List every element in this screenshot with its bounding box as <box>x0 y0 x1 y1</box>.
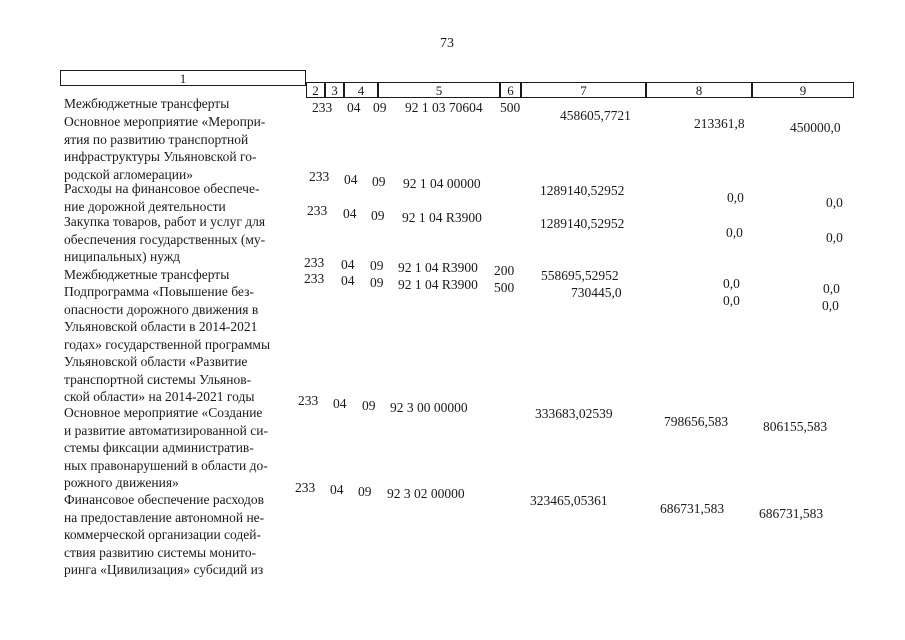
row-3-line-0: Закупка товаров, работ и услуг для <box>64 214 266 229</box>
row-4-c2: 233 <box>304 255 325 270</box>
row-6-c4: 09 <box>362 398 376 413</box>
row-4-c3: 04 <box>341 257 355 272</box>
header-col-5: 5 <box>378 82 500 98</box>
row-7-line-2: коммерческой организации содей- <box>64 527 261 542</box>
row-2-c5: 92 1 04 00000 <box>403 176 481 191</box>
row-7-line-3: ствия развитию системы монито- <box>64 544 257 560</box>
row-7-line-0: Финансовое обеспечение расходов <box>64 492 265 507</box>
row-3-c3: 04 <box>343 206 357 221</box>
header-col-6: 6 <box>500 82 521 98</box>
row-5-line-1: опасности дорожного движения в <box>64 301 259 317</box>
page-number: 73 <box>440 36 454 51</box>
header-col-9: 9 <box>752 82 854 98</box>
row-3-line-2: ниципальных) нужд <box>64 249 181 264</box>
row-1-line-1: ятия по развитию транспортной <box>64 131 249 147</box>
row-3-c9: 0,0 <box>826 230 843 245</box>
row-1-c4: 09 <box>373 100 387 115</box>
row-1-c7: 458605,7721 <box>560 108 631 123</box>
row-3-line-1: обеспечения государственных (му- <box>64 231 266 247</box>
row-2-line-1: ние дорожной деятельности <box>64 198 226 214</box>
row-4-c7: 558695,52952 <box>541 268 619 283</box>
row-7-line-1: на предоставление автономной не- <box>64 509 265 525</box>
row-1-c9: 450000,0 <box>790 120 841 135</box>
header-col-7: 7 <box>521 82 646 98</box>
row-2-c8: 0,0 <box>727 190 744 205</box>
row-6-line-4: рожного движения» <box>64 475 179 490</box>
header-col-8: 8 <box>646 82 752 98</box>
row-4-c6: 200 <box>494 263 515 278</box>
row-4-c8: 0,0 <box>723 276 740 291</box>
row-7-c8: 686731,583 <box>660 501 725 516</box>
row-2-c4: 09 <box>372 174 386 189</box>
row-3-c5: 92 1 04 R3900 <box>402 210 482 225</box>
row-4-c9: 0,0 <box>823 281 840 296</box>
row-5-c9: 0,0 <box>822 298 839 313</box>
row-1-line-0: Основное мероприятие «Меропри- <box>64 114 266 129</box>
row-6-c9: 806155,583 <box>763 419 828 434</box>
row-7-c5: 92 3 02 00000 <box>387 486 465 501</box>
row-6-c5: 92 3 00 00000 <box>390 400 468 415</box>
row-6-c8: 798656,583 <box>664 414 729 429</box>
row-7-c9: 686731,583 <box>759 506 824 521</box>
row-1-c3: 04 <box>347 100 361 115</box>
row-2-c2: 233 <box>309 169 330 184</box>
header-col-4: 4 <box>344 82 378 98</box>
row-5-c4: 09 <box>370 275 384 290</box>
row-7-line-4: ринга «Цивилизация» субсидий из <box>64 562 264 577</box>
row-6-c7: 333683,02539 <box>535 406 613 421</box>
row-1-c6: 500 <box>500 100 521 115</box>
row-1-c5: 92 1 03 70604 <box>405 100 483 115</box>
row-1-line-3: родской агломерации» <box>64 166 193 182</box>
header-col-2: 2 <box>306 82 325 98</box>
row-4-c4: 09 <box>370 258 384 273</box>
row-6-line-3: ных правонарушений в области до- <box>64 457 268 473</box>
row-5-c5: 92 1 04 R3900 <box>398 277 478 292</box>
row-3-c4: 09 <box>371 208 385 223</box>
row-7-c4: 09 <box>358 484 372 499</box>
row-3-c7: 1289140,52952 <box>540 216 625 231</box>
row-7-c7: 323465,05361 <box>530 493 608 508</box>
row-5-line-4: Ульяновской области «Развитие <box>64 354 248 369</box>
row-5-line-3: годах» государственной программы <box>64 336 271 352</box>
row-6-c2: 233 <box>298 393 319 408</box>
row-2-c7: 1289140,52952 <box>540 183 625 198</box>
row-6-line-0: Основное мероприятие «Создание <box>64 405 263 420</box>
row-5-line-5: транспортной системы Ульянов- <box>64 371 252 387</box>
row-1-c8: 213361,8 <box>694 116 745 131</box>
row-1-c2: 233 <box>312 100 333 115</box>
row-5-line-2: Ульяновской области в 2014-2021 <box>64 319 258 334</box>
row-4-c5: 92 1 04 R3900 <box>398 260 478 275</box>
row-5-c2: 233 <box>304 271 325 286</box>
row-7-c3: 04 <box>330 482 344 497</box>
row-6-line-2: стемы фиксации административ- <box>64 440 254 455</box>
row-1-line-2: инфраструктуры Ульяновской го- <box>64 149 257 164</box>
row-3-c2: 233 <box>307 203 328 218</box>
row-0-line-0: Межбюджетные трансферты <box>64 96 230 111</box>
header-col-1: 1 <box>60 70 306 86</box>
row-4-line-0: Межбюджетные трансферты <box>64 267 230 282</box>
row-5-c3: 04 <box>341 273 355 288</box>
row-2-c9: 0,0 <box>826 195 843 210</box>
row-5-line-0: Подпрограмма «Повышение без- <box>64 284 254 299</box>
row-6-line-1: и развитие автоматизированной си- <box>64 422 268 438</box>
row-2-line-0: Расходы на финансовое обеспече- <box>64 181 260 196</box>
row-7-c2: 233 <box>295 480 316 495</box>
row-5-line-6: ской области» на 2014-2021 годы <box>64 389 255 404</box>
table-header <box>60 70 854 98</box>
row-3-c8: 0,0 <box>726 225 743 240</box>
header-col-3: 3 <box>325 82 344 98</box>
row-2-c3: 04 <box>344 172 358 187</box>
row-5-c6: 500 <box>494 280 515 295</box>
row-5-c7: 730445,0 <box>571 285 622 300</box>
row-5-c8: 0,0 <box>723 293 740 308</box>
row-6-c3: 04 <box>333 396 347 411</box>
